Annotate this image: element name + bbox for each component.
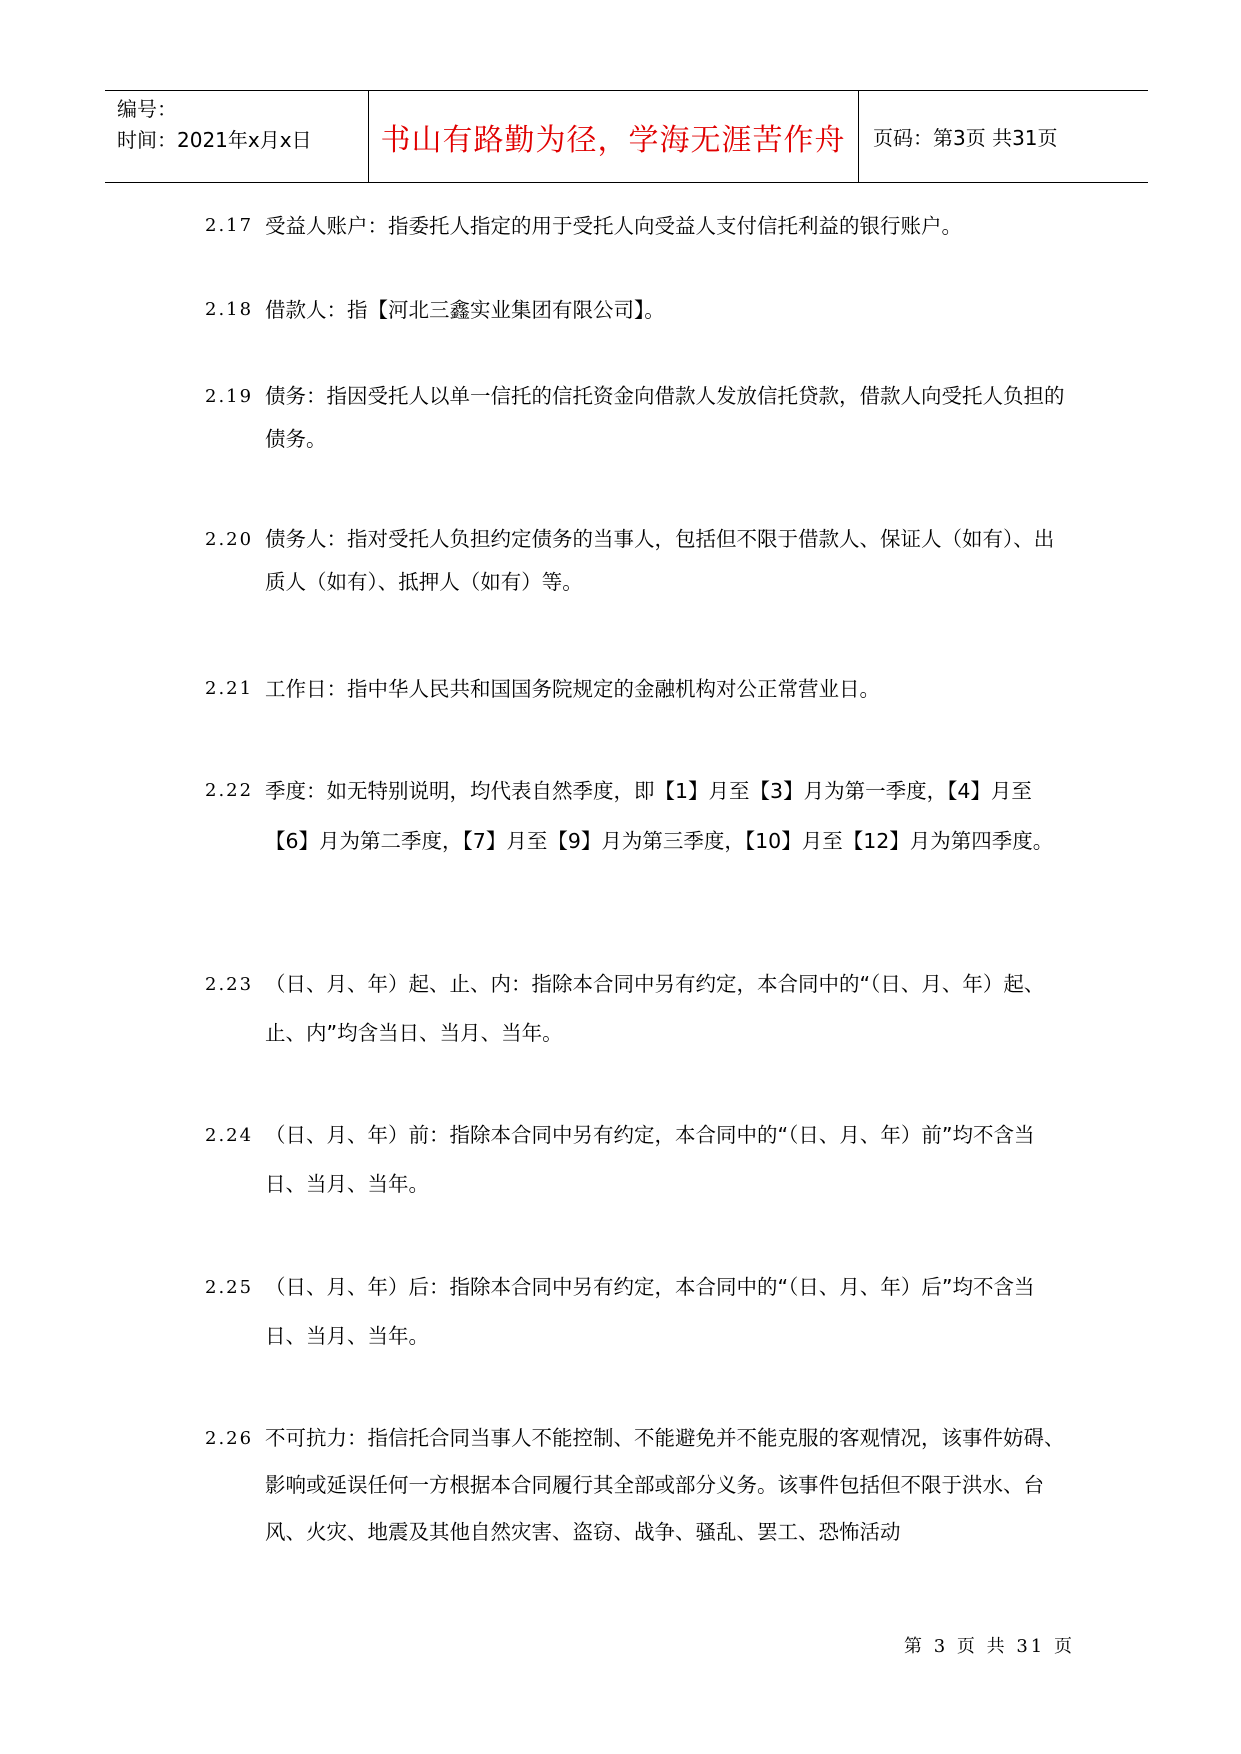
document-number-label: 编号： — [117, 97, 177, 121]
header-meta — [117, 94, 312, 156]
clause-number: 2.18 — [205, 299, 254, 320]
clause-number: 2.26 — [205, 1428, 254, 1449]
clause-text: 受益人账户：指委托人指定的用于受托人向受益人支付信托利益的银行账户。 — [265, 214, 962, 238]
clause-2-18 — [205, 285, 1065, 335]
clause-2-22 — [205, 766, 1065, 866]
clause-text: 工作日：指中华人民共和国国务院规定的金融机构对公正常营业日。 — [265, 677, 880, 701]
clause-text: 季度：如无特别说明，均代表自然季度，即【1】月至【3】月为第一季度，【4】月至【6】月为第二季度，【7】月至【9】月为第三季度，【10】月至【12】月为第四季度。 — [265, 779, 1054, 853]
document-time: 时间：2021年x月x日 — [117, 128, 312, 152]
clause-2-26 — [205, 1415, 1065, 1556]
page-header — [105, 90, 1148, 183]
clause-number: 2.17 — [205, 215, 254, 236]
page-footer: 第 3 页 共 31 页 — [904, 1636, 1075, 1657]
clause-2-17 — [205, 201, 1065, 251]
clause-text: （日、月、年）后：指除本合同中另有约定，本合同中的“（日、月、年）后”均不含当日、当月、当年。 — [265, 1275, 1035, 1348]
clause-2-21 — [205, 664, 1065, 714]
clause-text: 借款人：指【河北三鑫实业集团有限公司】。 — [265, 298, 665, 322]
header-motto: 书山有路勤为径，学海无涯苦作舟 — [380, 122, 846, 158]
clause-text: 不可抗力：指信托合同当事人不能控制、不能避免并不能克服的客观情况，该事件妨碍、影响或延误任何一方根据本合同履行其全部或部分义务。该事件包括但不限于洪水、台风、火灾、地震及其他自然灾害、盗窃、战争、骚乱、罢工、恐怖活动 — [265, 1426, 1065, 1544]
header-divider — [858, 90, 859, 183]
clause-2-20 — [205, 518, 1065, 604]
clause-text: 债务：指因受托人以单一信托的信托资金向借款人发放信托贷款，借款人向受托人负担的债务。 — [265, 384, 1065, 451]
clause-number: 2.22 — [205, 780, 254, 801]
clause-text: （日、月、年）起、止、内：指除本合同中另有约定，本合同中的“（日、月、年）起、止、内”均含当日、当月、当年。 — [265, 972, 1045, 1045]
clause-number: 2.21 — [205, 678, 254, 699]
clause-text: （日、月、年）前：指除本合同中另有约定，本合同中的“（日、月、年）前”均不含当日、当月、当年。 — [265, 1123, 1035, 1196]
clause-text: 债务人：指对受托人负担约定债务的当事人，包括但不限于借款人、保证人（如有）、出质人（如有）、抵押人（如有）等。 — [265, 527, 1055, 594]
clause-2-25 — [205, 1263, 1065, 1361]
clause-2-24 — [205, 1111, 1065, 1209]
clause-number: 2.25 — [205, 1277, 254, 1298]
clause-2-19 — [205, 375, 1065, 461]
clause-number: 2.24 — [205, 1125, 254, 1146]
clause-number: 2.20 — [205, 529, 254, 550]
clause-number: 2.23 — [205, 974, 254, 995]
clause-2-23 — [205, 960, 1065, 1058]
header-page-info: 页码：第3页 共31页 — [873, 126, 1058, 150]
clause-number: 2.19 — [205, 386, 254, 407]
